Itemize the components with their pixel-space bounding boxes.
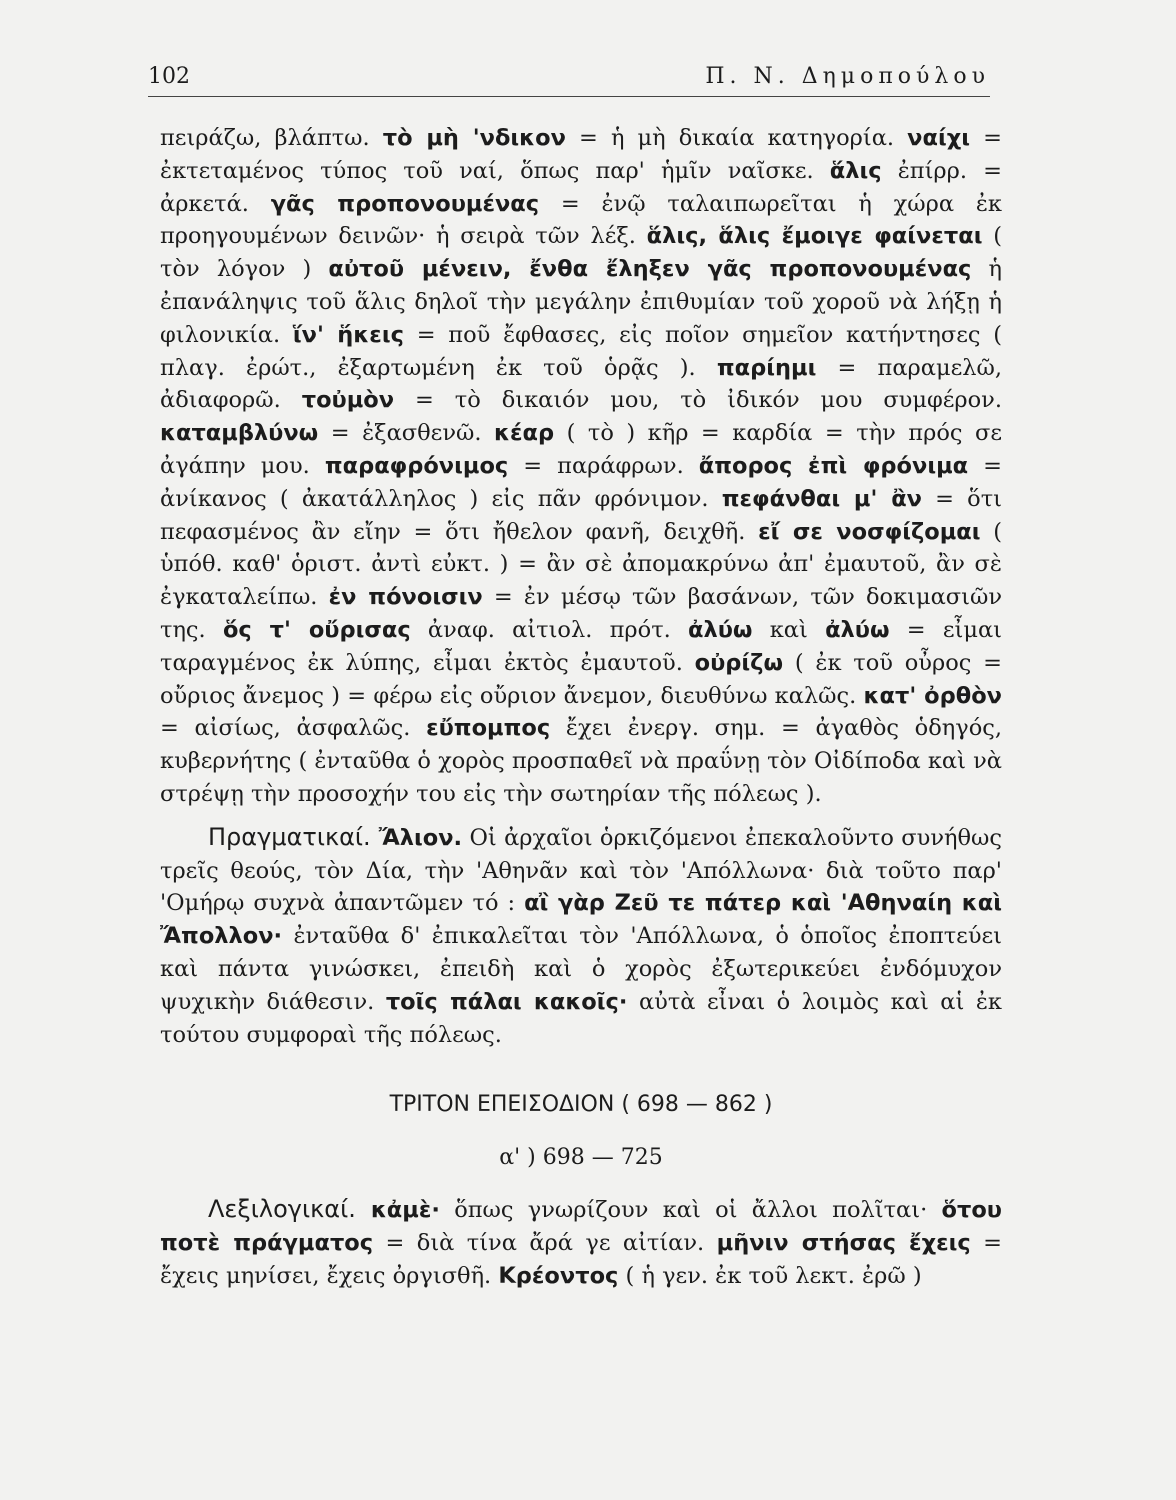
lemma: τοῖς πάλαι κακοῖς·: [385, 988, 628, 1015]
text-run: = ἐν μέσῳ τῶν βασάνων, τῶν δοκιμασιῶν της.: [160, 584, 1002, 643]
lemma: ἅλις: [829, 157, 882, 184]
text-run: = εἶμαι ταραγμένος ἐκ λύπης, εἶμαι ἐκτὸς ἐμαυτοῦ.: [160, 616, 1002, 676]
lemma: ἄπορος ἐπὶ φρόνιμα: [698, 452, 969, 479]
lemma: πεφάνθαι μ' ἂν: [721, 485, 922, 512]
spacer: [160, 1175, 1002, 1193]
text-run: ( ἐκ τοῦ οὖρος = οὔριος ἄνεμος ) = φέρω εἰς οὔριον ἄνεμον, διευθύνω καλῶς.: [160, 649, 1002, 709]
lemma: ναίχι: [907, 125, 971, 151]
subsection-heading: Πραγματικαί.: [208, 822, 371, 851]
text-run: = ἐνῷ ταλαιπωρεῖται ἡ χώρα ἐκ προηγουμένων δεινῶν· ἡ σειρὰ τῶν λέξ.: [160, 190, 1002, 250]
lemma: ἀλύω: [688, 616, 753, 643]
lemma: Κρέοντος: [498, 1262, 619, 1289]
lemma: ὅς τ' οὔρισας: [222, 616, 411, 643]
lexilogikai-paragraph: [160, 1193, 1002, 1292]
text-run: = ποῦ ἔφθασες, εἰς ποῖον σημεῖον κατήντησες ( πλαγ. ἐρώτ., ἐξαρτωμένη ἐκ τοῦ ὁρᾷς ).: [160, 321, 1003, 381]
lemma: ὅτου ποτὲ πράγματος: [160, 1196, 1002, 1256]
lemma: ἵν' ἥκεις: [292, 321, 404, 348]
lemma: μῆνιν στήσας ἔχεις: [716, 1229, 971, 1256]
text-run: = παράφρων.: [508, 452, 699, 479]
text-run: Οἱ ἀρχαῖοι ὁρκιζόμενοι ἐπεκαλοῦντο συνήθως τρεῖς θεούς, τὸν Δία, τὴν 'Αθηνᾶν καὶ τὸν 'Απόλλωνα· διὰ τοῦτο παρ' 'Ομήρῳ συχνὰ ἀπαντῶμεν τό :: [160, 824, 1002, 917]
lemma: παρίημι: [716, 354, 817, 381]
text-run: ( τὸ ) κῆρ = καρδία = τὴν πρός σε ἀγάπην μου.: [160, 420, 1002, 479]
text-run: ( ἡ γεν. ἐκ τοῦ λεκτ. ἐρῶ ): [618, 1262, 922, 1289]
lemma: κἀμὲ·: [355, 1196, 440, 1223]
lemma: ἐν πόνοισιν: [328, 584, 483, 611]
text-run: πειράζω, βλάπτω.: [160, 125, 383, 151]
subsection-heading: Λεξιλογικαί.: [208, 1194, 356, 1223]
lemma: Ἄλιον.: [370, 824, 463, 851]
lemma: ἅλις, ἅλις ἔμοιγε φαίνεται: [646, 223, 983, 250]
lemma: καταμβλύνω: [160, 420, 319, 447]
lemma: αὐτοῦ μένειν, ἔνθα ἔληξεν γᾶς προπονουμένας: [328, 256, 972, 283]
text-run: = ἀνίκανος ( ἀκατάλληλος ) εἰς πᾶν φρόνιμον.: [160, 452, 1002, 512]
spacer: [160, 1122, 1002, 1142]
text-run: = παραμελῶ, ἀδιαφορῶ.: [160, 354, 1002, 414]
lemma: τὸ μὴ 'νδικον: [382, 125, 566, 151]
lemma: κατ' ὀρθὸν: [863, 682, 1002, 709]
page-body: [160, 122, 1002, 1292]
page-number: 102: [148, 64, 190, 89]
text-run: ἡ ἐπανάληψις τοῦ ἅλις δηλοῖ τὴν μεγάλην ἐπιθυμίαν τοῦ χοροῦ νὰ λήξῃ ἡ φιλονικία.: [160, 256, 1002, 348]
lemma: ἀλύω: [825, 616, 890, 643]
text-run: = ἡ μὴ δικαία κατηγορία.: [565, 125, 908, 151]
text-run: = αἰσίως, ἀσφαλῶς.: [160, 715, 427, 742]
section-title: ΤΡΙΤΟΝ ΕΠΕΙΣΟΔΙΟΝ ( 698 — 862 ): [389, 1092, 773, 1118]
header-rule: [148, 96, 990, 97]
text-run: ἐπίρρ. = ἀρκετά.: [160, 157, 1002, 217]
text-run: ( τὸν λόγον ): [160, 223, 1002, 283]
lemma: αἲ γὰρ Ζεῦ τε πάτερ καὶ 'Αθηναίη καὶ Ἄπολλον·: [160, 890, 1002, 950]
text-run: ( ὑπόθ. καθ' ὁριστ. ἀντὶ εὐκτ. ) = ἂν σὲ ἀπομακρύνω ἀπ' ἐμαυτοῦ, ἂν σὲ ἐγκαταλείπω.: [160, 518, 1003, 611]
text-run: = ἐκτεταμένος τύπος τοῦ ναί, ὅπως παρ' ἡμῖν ναῖσκε.: [160, 125, 1002, 184]
lemma: γᾶς προπονουμένας: [270, 190, 540, 217]
lemma: εἴ σε νοσφίζομαι: [758, 518, 981, 545]
lemma: παραφρόνιμος: [324, 452, 509, 479]
lemma: οὐρίζω: [694, 649, 784, 676]
text-run: = ἔχεις μηνίσει, ἔχεις ὀργισθῆ.: [160, 1229, 1003, 1289]
pragmatikai-paragraph: [160, 821, 1002, 1052]
lemma: κέαρ: [494, 420, 555, 447]
text-run: καὶ: [752, 616, 826, 643]
glossary-paragraph-1: [160, 122, 1002, 811]
section-subtitle: α' ) 698 — 725: [499, 1145, 663, 1171]
text-run: ὅπως γνωρίζουν καὶ οἱ ἄλλοι πολῖται·: [439, 1196, 942, 1223]
text-run: ἔχει ἐνεργ. σημ. = ἀγαθὸς ὁδηγός, κυβερνήτης ( ἐνταῦθα ὁ χορὸς προσπαθεῖ νὰ πραΰνῃ τὸν Οἰδίποδα καὶ νὰ στρέψῃ τὴν προσοχήν του εἰς τὴν σωτηρίαν τῆς πόλεως ).: [160, 715, 1003, 807]
text-run: = ἐξασθενῶ.: [318, 420, 495, 447]
lemma: εὔπομπος: [426, 715, 551, 742]
spacer: [160, 811, 1002, 821]
text-run: ἀναφ. αἰτιολ. πρότ.: [410, 616, 689, 643]
text-run: ἐνταῦθα δ' ἐπικαλεῖται τὸν 'Απόλλωνα, ὁ ὁποῖος ἐποπτεύει καὶ πάντα γινώσκει, ἐπειδὴ καὶ ὁ χορὸς ἐξωτερικεύει ἐνδόμυχον ψυχικὴν διάθεσιν.: [160, 923, 1002, 1015]
text-run: αὐτὰ εἶναι ὁ λοιμὸς καὶ αἱ ἐκ τούτου συμφοραὶ τῆς πόλεως.: [160, 988, 1002, 1048]
text-run: = ὅτι πεφασμένος ἂν εἴην = ὅτι ἤθελον φανῆ, δειχθῆ.: [160, 485, 1002, 545]
lemma: τοὐμὸν: [301, 387, 395, 414]
text-run: = διὰ τίνα ἄρά γε αἰτίαν.: [373, 1229, 717, 1256]
text-run: = τὸ δικαιόν μου, τὸ ἰδικόν μου συμφέρον.: [394, 387, 1002, 414]
running-author: Π. Ν. Δημοπούλου: [705, 64, 990, 89]
spacer: [160, 1051, 1002, 1089]
